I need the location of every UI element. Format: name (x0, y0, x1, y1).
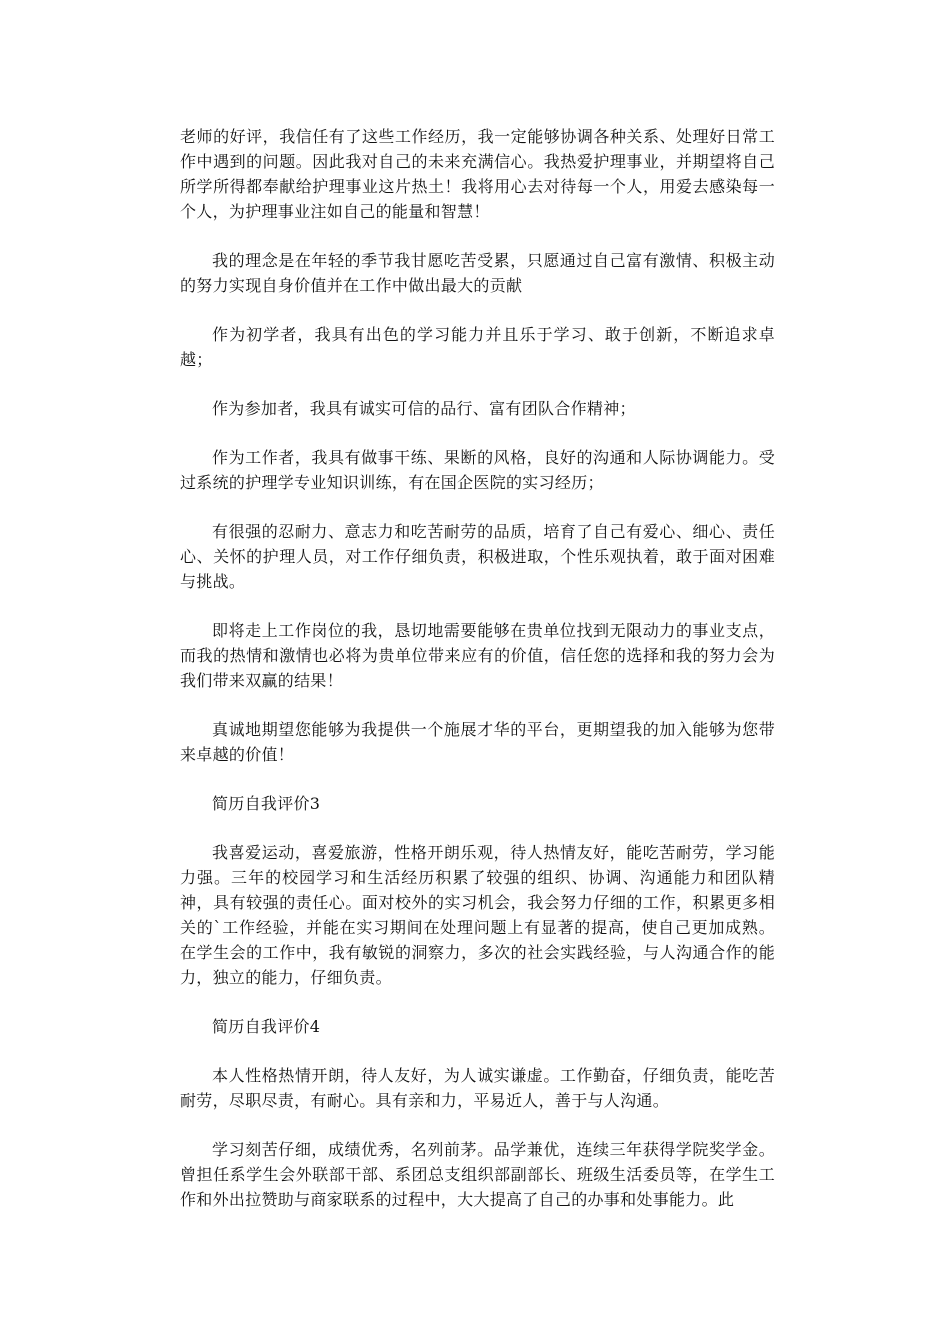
paragraph-personality: 本人性格热情开朗，待人友好，为人诚实谦虚。工作勤奋，仔细负责，能吃苦耐劳，尽职尽责，有耐心。具有亲和力，平易近人，善于与人沟通。 (180, 1066, 775, 1110)
paragraph-learner: 作为初学者，我具有出色的学习能力并且乐于学习、敢于创新，不断追求卓越； (180, 325, 775, 369)
document-body (180, 124, 775, 1212)
paragraph-study: 学习刻苦仔细，成绩优秀，名列前茅。品学兼优，连续三年获得学院奖学金。曾担任系学生会外联部干部、系团总支组织部副部长、班级生活委员等，在学生工作和外出拉赞助与商家联系的过程中，大大提高了自己的办事和处事能力。此 (180, 1140, 775, 1209)
paragraph-closing: 真诚地期望您能够为我提供一个施展才华的平台，更期望我的加入能够为您带来卓越的价值！ (180, 720, 775, 764)
paragraph-evaluation-3: 我喜爱运动，喜爱旅游，性格开朗乐观，待人热情友好，能吃苦耐劳，学习能力强。三年的校园学习和生活经历积累了较强的组织、协调、沟通能力和团队精神，具有较强的责任心。面对校外的实习机会，我会努力仔细的工作，积累更多相关的`工作经验，并能在实习期间在处理问题上有显著的提高，使自己更加成熟。在学生会的工作中，我有敏锐的洞察力，多次的社会实践经验，与人沟通合作的能力，独立的能力，仔细负责。 (180, 843, 775, 987)
section-heading-4: 简历自我评价4 (212, 1017, 321, 1036)
paragraph-continuation: 老师的好评，我信任有了这些工作经历，我一定能够协调各种关系、处理好日常工作中遇到的问题。因此我对自己的未来充满信心。我热爱护理事业，并期望将自己所学所得都奉献给护理事业这片热土！我将用心去对待每一个人，用爱去感染每一个人，为护理事业注如自己的能量和智慧！ (180, 127, 775, 221)
paragraph-philosophy: 我的理念是在年轻的季节我甘愿吃苦受累，只愿通过自己富有激情、积极主动的努力实现自身价值并在工作中做出最大的贡献 (180, 251, 775, 295)
paragraph-worker: 作为工作者，我具有做事干练、果断的风格，良好的沟通和人际协调能力。受过系统的护理学专业知识训练，有在国企医院的实习经历； (180, 448, 775, 492)
paragraph-endurance: 有很强的忍耐力、意志力和吃苦耐劳的品质，培育了自己有爱心、细心、责任心、关怀的护理人员，对工作仔细负责，积极进取，个性乐观执着，敢于面对困难与挑战。 (180, 522, 775, 591)
paragraph-aspiration: 即将走上工作岗位的我，恳切地需要能够在贵单位找到无限动力的事业支点，而我的热情和激情也必将为贵单位带来应有的价值，信任您的选择和我的努力会为我们带来双赢的结果！ (180, 621, 775, 690)
paragraph-participant: 作为参加者，我具有诚实可信的品行、富有团队合作精神； (212, 399, 636, 418)
section-heading-3: 简历自我评价3 (212, 794, 321, 813)
